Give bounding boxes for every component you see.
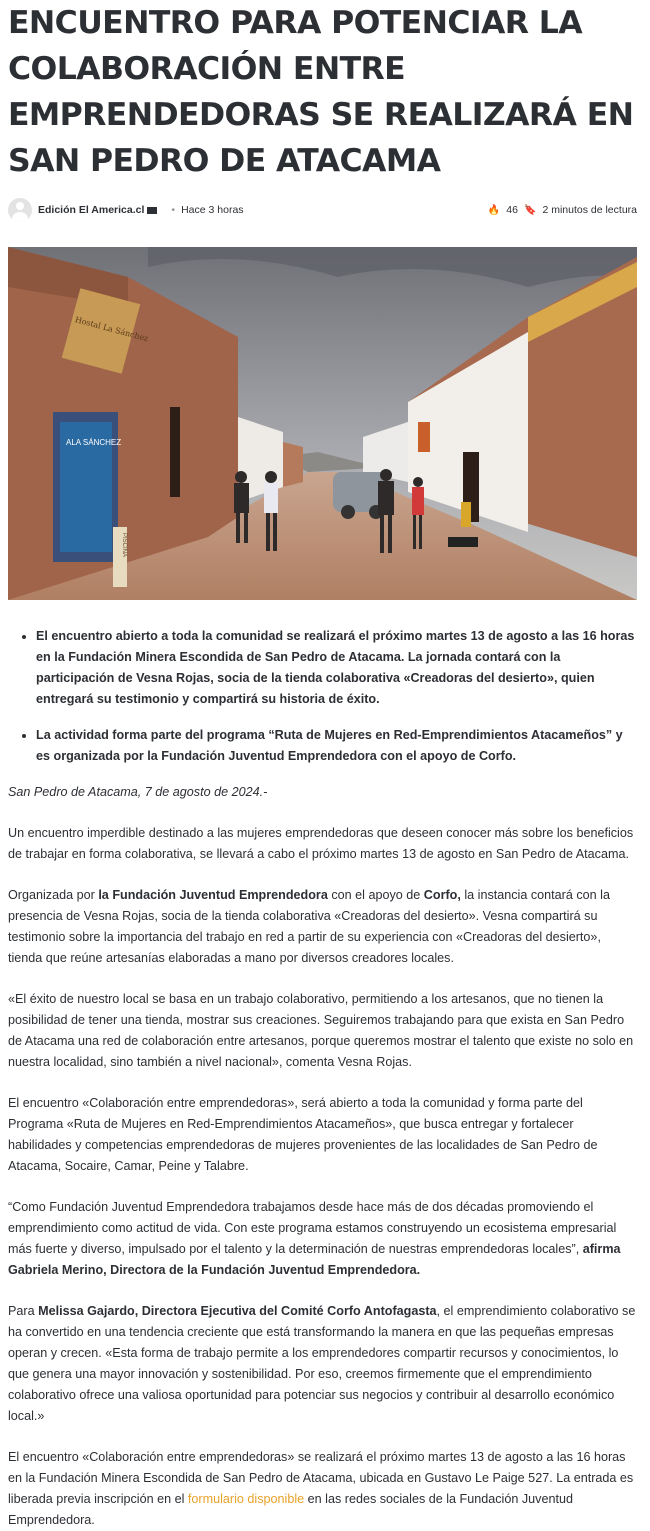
paragraph: Un encuentro imperdible destinado a las mujeres emprendedoras que deseen conocer más sobre los beneficios de trabajar en forma colaborativa, se llevará a cabo el próximo martes 13 de agosto en San Pedro de Atacama.: [8, 826, 634, 861]
highlights-list: [8, 626, 637, 767]
hostal-sign-text: Hostal La Sánchez: [73, 315, 150, 344]
read-time: 2 minutos de lectura: [542, 204, 637, 216]
mail-icon[interactable]: [147, 207, 157, 214]
view-count: 46: [506, 204, 518, 216]
article-title: ENCUENTRO PARA POTENCIAR LA COLABORACIÓN ENTRE EMPRENDEDORAS SE REALIZARÁ EN SAN PEDRO DE ATACAMA: [8, 5, 634, 179]
meta-stats: [488, 204, 637, 216]
text-span: Organizada por: [8, 888, 99, 902]
author-name[interactable]: Edición El America.cl: [38, 204, 145, 216]
text-span: , el emprendimiento colaborativo se ha convertido en una tendencia creciente que está transformando la manera en que las pequeñas empresas operan y crecen. «Esta forma de trabajo permite a los emprendedores compartir recursos y conocimientos, lo que genera una mayor innovación y sostenibilidad. Por eso, creemos firmemente que el emprendimiento colaborativo ofrece una valiosa oportunidad para potenciar sus negocios y contribuir al desarrollo económico local.»: [8, 1304, 636, 1423]
paragraph: [8, 885, 637, 969]
paragraph: [8, 1197, 637, 1281]
text-span: en las redes sociales de la Fundación Juventud Emprendedora.: [8, 1492, 573, 1527]
paragraph: [8, 1447, 637, 1531]
article-body: [8, 782, 637, 1531]
bold-text: Corfo,: [423, 888, 461, 902]
piscina-sign-text: PISCINA: [121, 533, 127, 558]
bold-text: Melissa Gajardo, Directora Ejecutiva del Comité Corfo Antofagasta: [38, 1304, 437, 1318]
separator-dot: •: [171, 204, 176, 216]
dateline: San Pedro de Atacama, 7 de agosto de 2024.-: [8, 785, 268, 799]
paragraph: «El éxito de nuestro local se basa en un trabajo colaborativo, permitiendo a los artesanos, que no tienen la posibilidad de tener una tienda, mostrar sus creaciones. Seguiremos trabajando para que exista en San Pedro de Atacama una red de colaboración entre artesanos, porque queremos mostrar el talento que existe no solo en nuestra localidad, sino también a nivel nacional», comenta Vesna Rojas.: [8, 992, 634, 1069]
fire-icon: 🔥: [487, 204, 501, 216]
text-span: con el apoyo de: [327, 888, 424, 902]
text-span: El encuentro «Colaboración entre emprendedoras» se realizará el próximo martes 13 de agosto a las 16 horas en la Fundación Minera Escondida de San Pedro de Atacama, ubicada en Gustavo Le Paige 527. La entrada es liberada previa inscripción en el: [8, 1450, 634, 1506]
text-span: Para: [8, 1304, 39, 1318]
hero-image: [8, 247, 637, 600]
bold-text: afirma Gabriela Merino, Directora de la Fundación Juventud Emprendedora.: [8, 1242, 621, 1277]
highlight-item: • La actividad forma parte del programa “Ruta de Mujeres en Red-Emprendimientos Atacameños” y es organizada por la Fundación Juventud Emprendedora con el apoyo de Corfo.: [36, 725, 637, 767]
bookmark-icon: 🔖: [523, 204, 537, 216]
banner-text: ALA SÁNCHEZ: [66, 438, 122, 447]
author-avatar[interactable]: [8, 198, 32, 222]
highlight-item: • El encuentro abierto a toda la comunidad se realizará el próximo martes 13 de agosto a las 16 horas en la Fundación Minera Escondida de San Pedro de Atacama. La jornada contará con la participación de Vesna Rojas, socia de la tienda colaborativa «Creadoras del desierto», quien entregará su testimonio y compartirá su historia de éxito.: [36, 626, 637, 710]
article-meta: [8, 195, 637, 225]
bold-text: la Fundación Juventud Emprendedora: [98, 888, 328, 902]
paragraph: El encuentro «Colaboración entre emprendedoras», será abierto a toda la comunidad y forma parte del Programa «Ruta de Mujeres en Red-Emprendimientos Atacameños», que busca entregar y fortalecer habilidades y competencias emprendedoras de mujeres provenientes de las localidades de San Pedro de Atacama, Socaire, Camar, Peine y Talabre.: [8, 1096, 598, 1173]
publish-time: Hace 3 horas: [181, 204, 244, 216]
text-span: “Como Fundación Juventud Emprendedora trabajamos desde hace más de dos décadas promoviendo el emprendimiento como actitud de vida. Con este programa estamos construyendo un ecosistema empresarial más fuerte y diverso, impulsado por el talento y la determinación de nuestras emprendedoras locales”,: [8, 1200, 617, 1256]
text-span: la instancia contará con la presencia de Vesna Rojas, socia de la tienda colaborativa «Creadoras del desierto». Vesna compartirá su testimonio sobre la importancia del trabajo en red a partir de su experiencia con «Creadoras del desierto», tienda que reúne artesanías elaboradas a mano por diversos creadores locales.: [8, 888, 610, 965]
paragraph: [8, 1301, 637, 1427]
form-link[interactable]: formulario disponible: [187, 1492, 305, 1506]
